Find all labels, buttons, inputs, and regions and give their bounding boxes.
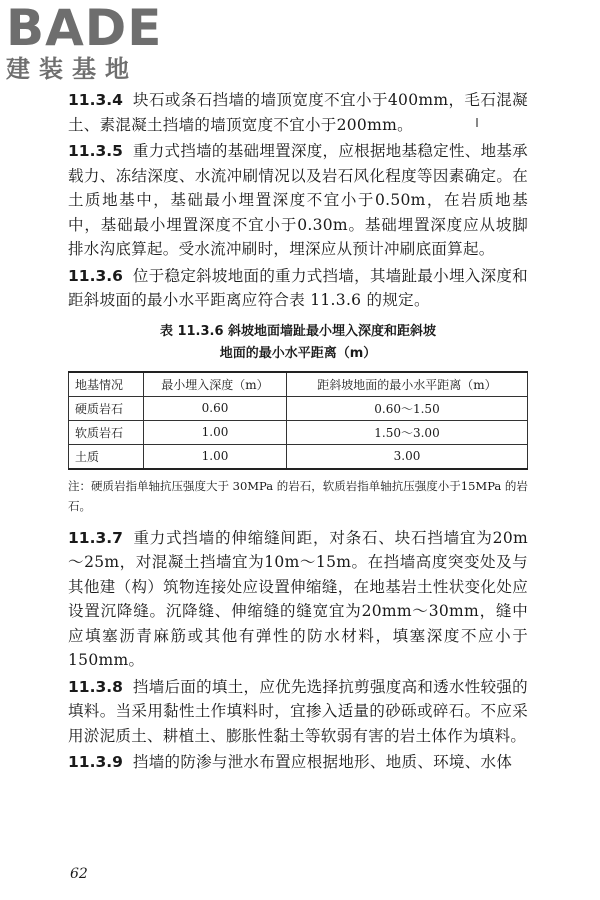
- page-number: 62: [70, 866, 88, 882]
- table-caption: [68, 321, 528, 365]
- clause-text: 挡墙的防渗与泄水布置应根据地形、地质、环境、水体: [132, 753, 513, 771]
- table-cell: 0.60: [144, 396, 287, 420]
- table-note: 注：硬质岩指单轴抗压强度大于 30MPa 的岩石，软质岩指单轴抗压强度小于15MPa 的岩石。: [68, 478, 528, 513]
- table-row: [69, 396, 528, 420]
- clause-11-3-6: [68, 264, 528, 313]
- logo-wordmark: BADE: [6, 0, 163, 57]
- clause-text: 位于稳定斜坡地面的重力式挡墙，其墙趾最小埋入深度和距斜坡面的最小水平距离应符合表 11.3.6 的规定。: [68, 266, 528, 309]
- clause-number: 11.3.9: [68, 753, 123, 771]
- table-cell: 硬质岩石: [69, 396, 144, 420]
- clause-number: 11.3.6: [68, 266, 123, 285]
- clause-number: 11.3.7: [68, 528, 123, 547]
- page-content: [68, 88, 528, 777]
- table-header-cell: 最小埋入深度（m）: [144, 372, 287, 397]
- table-cell: 1.50～3.00: [287, 420, 528, 444]
- clause-number: 11.3.8: [68, 677, 123, 696]
- table-cell: 0.60～1.50: [287, 396, 528, 420]
- table-cell: 3.00: [287, 444, 528, 469]
- clause-11-3-7: [68, 526, 528, 673]
- table-cell: 1.00: [144, 420, 287, 444]
- clause-text: 重力式挡墙的伸缩缝间距，对条石、块石挡墙宜为20m～25m，对混凝土挡墙宜为10m～15m。在挡墙高度突变处及与其他建（构）筑物连接处应设置伸缩缝，在地基岩土性状变化处应设置沉降缝。沉降缝、伸缩缝的缝宽宜为20mm～30mm，缝中应填塞沥青麻筋或其他有弹性的防水材料，填塞深度不应小于150mm。: [68, 528, 528, 669]
- table-header-cell: 地基情况: [69, 372, 144, 397]
- table-cell: 1.00: [144, 444, 287, 469]
- table-row: [69, 420, 528, 444]
- clause-number: 11.3.4: [68, 91, 123, 109]
- embedment-table: [68, 371, 528, 470]
- table-cell: 软质岩石: [69, 420, 144, 444]
- logo-subtitle: 建装基地: [6, 55, 138, 83]
- clause-text: 块石或条石挡墙的墙顶宽度不宜小于400mm，毛石混凝土、素混凝土挡墙的墙顶宽度不宜小于200mm。: [68, 91, 528, 134]
- clause-11-3-5: [68, 139, 528, 262]
- clause-text: 重力式挡墙的基础埋置深度，应根据地基稳定性、地基承载力、冻结深度、水流冲刷情况以及岩石风化程度等因素确定。在土质地基中，基础最小埋置深度不宜小于0.50m，在岩质地基中，基础最小埋置深度不宜小于0.30m。基础埋置深度应从坡脚排水沟底算起。受水流冲刷时，埋深应从预计冲刷底面算起。: [68, 142, 528, 258]
- clause-text: 挡墙后面的填土，应优先选择抗剪强度高和透水性较强的填料。当采用黏性土作填料时，宜掺入适量的砂砾或碎石。不应采用淤泥质土、耕植土、膨胀性黏土等软弱有害的岩土体作为填料。: [68, 677, 528, 745]
- clause-11-3-8: [68, 675, 528, 749]
- clause-11-3-4: [68, 88, 528, 137]
- table-header-cell: 距斜坡地面的最小水平距离（m）: [287, 372, 528, 397]
- table-cell: 土质: [69, 444, 144, 469]
- table-caption-line1: 表 11.3.6 斜坡地面墙趾最小埋入深度和距斜坡: [159, 323, 437, 339]
- clause-number: 11.3.5: [68, 142, 123, 160]
- table-header-row: [69, 372, 528, 397]
- watermark-logo: [6, 2, 176, 83]
- table-caption-line2: 地面的最小水平距离（m）: [219, 345, 377, 361]
- clause-11-3-9: [68, 750, 528, 775]
- table-row: [69, 444, 528, 469]
